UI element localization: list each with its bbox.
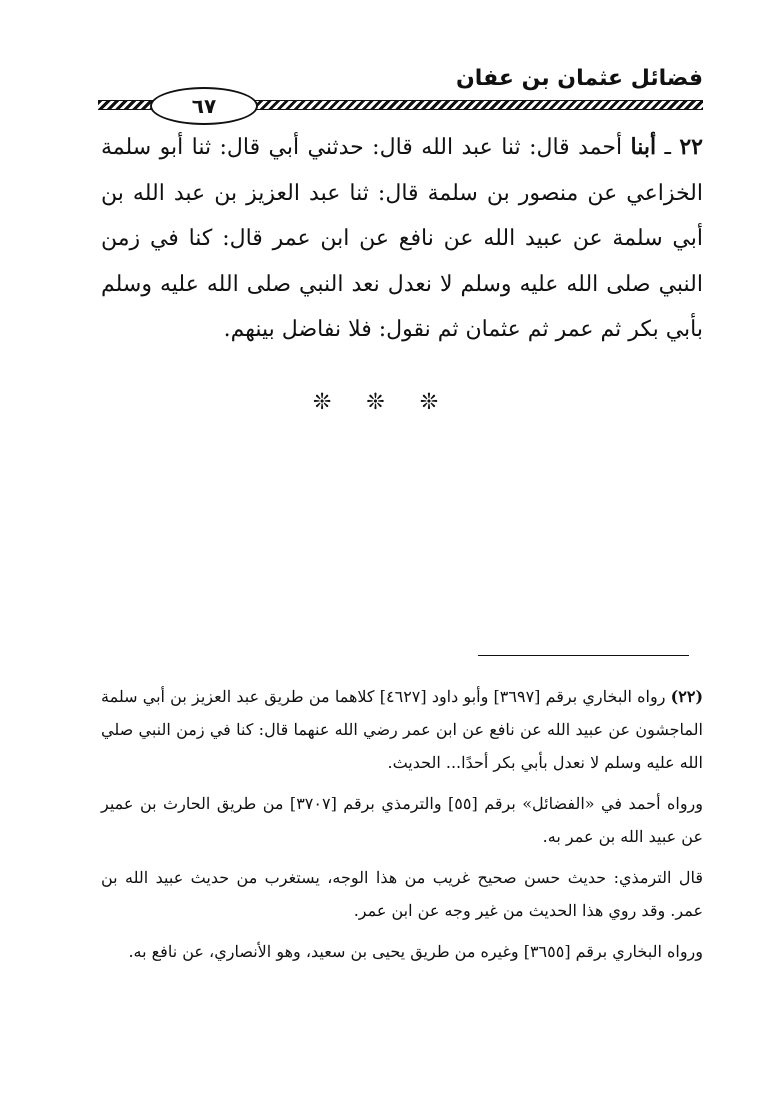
footnote-text: رواه البخاري برقم [٣٦٩٧] وأبو داود [٤٦٢٧] كلاهما من طريق عبد العزيز بن أبي سلمة الماجشون عن عبيد الله عن نافع عن ابن عمر رضي الله عنهما قال: كنا في زمن النبي صلي الله عليه وسلم لا نعدل بأبي بكر أحدًا... الحديث. [101,687,704,772]
hadith-lead-word: أبنا [630,134,657,160]
footnote-number: (٢٢) [670,687,704,706]
footnote-paragraph: قال الترمذي: حديث حسن صحيح غريب من هذا الوجه، يستغرب من حديث عبيد الله بن عمر. وقد روي هذا الحديث من غير وجه عن ابن عمر. [101,868,703,920]
footnote-paragraph: ورواه أحمد في «الفضائل» برقم [٥٥] والترمذي برقم [٣٧٠٧] من طريق الحارث بن عمير عن عبيد الله بن عمر به. [101,794,704,846]
hadith-body [101,125,703,353]
page-header [98,66,703,126]
page-number: ٦٧ [150,87,258,125]
section-separator: ❊ ❊ ❊ [312,390,453,415]
book-title: فضائل عثمان بن عفان [456,66,703,91]
footnotes [101,680,703,976]
hadith-paragraph [101,125,703,353]
footnote-divider [478,655,689,656]
footnote-paragraph [101,680,703,779]
hadith-number: ٢٢ [679,134,703,160]
hadith-dash: ـ [656,135,671,160]
footnote-paragraph: ورواه البخاري برقم [٣٦٥٥] وغيره من طريق يحيى بن سعيد، وهو الأنصاري، عن نافع به. [128,942,703,961]
hadith-text: أحمد قال: ثنا عبد الله قال: حدثني أبي قال: ثنا أبو سلمة الخزاعي عن منصور بن سلمة قال: ثنا عبد العزيز بن عبد الله بن أبي سلمة عن عبيد الله عن نافع عن ابن عمر قال: كنا في زمن النبي صلى الله عليه وسلم لا نعدل نعد النبي صلى الله عليه وسلم بأبي بكر ثم عمر ثم عثمان ثم نقول: فلا نفاضل بينهم. [101,135,703,342]
